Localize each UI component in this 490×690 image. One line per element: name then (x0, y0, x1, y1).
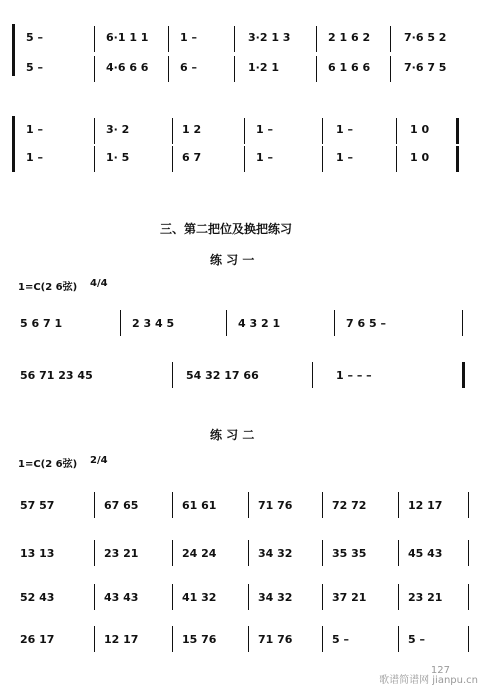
measure: 52 43 (20, 591, 55, 604)
measure: 6 7 (182, 151, 202, 164)
measure: 67 65 (104, 499, 139, 512)
page-number: 127 (430, 665, 450, 676)
barline (322, 584, 323, 610)
barline (322, 540, 323, 566)
measure: 2 3 4 5 (132, 317, 175, 330)
measure: 23 21 (408, 591, 443, 604)
barline (120, 310, 121, 336)
measure: 1 0 (410, 123, 430, 136)
measure: 1·2 1 (248, 61, 279, 74)
measure: 7 6 5 – (346, 317, 386, 330)
staff-row (16, 540, 474, 566)
barline (168, 56, 169, 82)
barline (172, 362, 173, 388)
barline (398, 584, 399, 610)
barline (226, 310, 227, 336)
barline (172, 146, 173, 172)
section-title: 三、第二把位及换把练习 (160, 222, 293, 236)
barline (398, 540, 399, 566)
measure: 45 43 (408, 547, 443, 560)
barline (172, 118, 173, 144)
barline (398, 492, 399, 518)
measure: 6·1 1 1 (106, 31, 149, 44)
barline (316, 56, 317, 82)
key-signature: 1=C(2 6弦) (18, 282, 78, 293)
barline (172, 584, 173, 610)
barline (390, 56, 391, 82)
measure: 2 1 6 2 (328, 31, 371, 44)
measure: 1 – – – (336, 369, 372, 382)
exercise-2-title: 练 习 二 (210, 428, 255, 442)
measure: 5 – (26, 61, 43, 74)
measure: 5 6 7 1 (20, 317, 63, 330)
measure: 5 – (26, 31, 43, 44)
staff-row (16, 146, 474, 172)
measure: 1· 5 (106, 151, 130, 164)
measure: 61 61 (182, 499, 217, 512)
barline (244, 146, 245, 172)
barline (94, 118, 95, 144)
barline (396, 146, 397, 172)
barline (462, 310, 463, 336)
barline (244, 118, 245, 144)
measure: 1 – (26, 151, 43, 164)
measure: 34 32 (258, 591, 293, 604)
barline (94, 626, 95, 652)
barline (94, 56, 95, 82)
measure: 1 – (256, 123, 273, 136)
barline (172, 626, 173, 652)
final-barline (456, 118, 459, 144)
barline (312, 362, 313, 388)
measure: 15 76 (182, 633, 217, 646)
measure: 7·6 5 2 (404, 31, 447, 44)
measure: 4·6 6 6 (106, 61, 149, 74)
barline (248, 540, 249, 566)
barline (322, 626, 323, 652)
staff-row (16, 492, 474, 518)
barline (322, 118, 323, 144)
measure: 5 – (408, 633, 425, 646)
barline (94, 584, 95, 610)
barline (94, 540, 95, 566)
barline (390, 26, 391, 52)
barline (94, 26, 95, 52)
final-barline (456, 146, 459, 172)
barline (398, 626, 399, 652)
measure: 4 3 2 1 (238, 317, 281, 330)
measure: 6 – (180, 61, 197, 74)
measure: 6 1 6 6 (328, 61, 371, 74)
barline (322, 146, 323, 172)
barline (172, 540, 173, 566)
barline (316, 26, 317, 52)
barline (234, 56, 235, 82)
measure: 57 57 (20, 499, 55, 512)
measure: 37 21 (332, 591, 367, 604)
barline (396, 118, 397, 144)
staff-row (16, 584, 474, 610)
measure: 12 17 (408, 499, 443, 512)
measure: 1 0 (410, 151, 430, 164)
barline (468, 492, 469, 518)
measure: 1 – (256, 151, 273, 164)
system-bracket (12, 24, 15, 76)
barline (334, 310, 335, 336)
key-signature: 1=C(2 6弦) (18, 459, 78, 470)
measure: 43 43 (104, 591, 139, 604)
measure: 12 17 (104, 633, 139, 646)
measure: 1 – (180, 31, 197, 44)
barline (234, 26, 235, 52)
measure: 13 13 (20, 547, 55, 560)
barline (468, 584, 469, 610)
measure: 1 – (336, 123, 353, 136)
measure: 23 21 (104, 547, 139, 560)
staff-row (16, 310, 474, 336)
measure: 1 – (336, 151, 353, 164)
measure: 3·2 1 3 (248, 31, 291, 44)
barline (248, 626, 249, 652)
measure: 71 76 (258, 499, 293, 512)
final-barline (462, 362, 465, 388)
measure: 3· 2 (106, 123, 130, 136)
exercise-1-title: 练 习 一 (210, 253, 255, 267)
measure: 1 – (26, 123, 43, 136)
measure: 35 35 (332, 547, 367, 560)
barline (94, 492, 95, 518)
staff-row (16, 56, 474, 82)
measure: 71 76 (258, 633, 293, 646)
measure: 54 32 17 66 (186, 369, 259, 382)
measure: 5 – (332, 633, 349, 646)
staff-row (16, 26, 474, 52)
measure: 7·6 7 5 (404, 61, 447, 74)
watermark: 歌谱简谱网 jianpu.cn (379, 675, 478, 686)
measure: 26 17 (20, 633, 55, 646)
barline (248, 492, 249, 518)
staff-row (16, 118, 474, 144)
barline (168, 26, 169, 52)
barline (248, 584, 249, 610)
measure: 72 72 (332, 499, 367, 512)
measure: 1 2 (182, 123, 202, 136)
measure: 24 24 (182, 547, 217, 560)
staff-row (16, 626, 474, 652)
measure: 56 71 23 45 (20, 369, 93, 382)
barline (94, 146, 95, 172)
staff-row (16, 362, 474, 388)
time-signature: 2/4 (90, 455, 108, 466)
barline (172, 492, 173, 518)
time-signature: 4/4 (90, 278, 108, 289)
system-bracket (12, 116, 15, 172)
barline (468, 626, 469, 652)
barline (322, 492, 323, 518)
measure: 41 32 (182, 591, 217, 604)
measure: 34 32 (258, 547, 293, 560)
barline (468, 540, 469, 566)
